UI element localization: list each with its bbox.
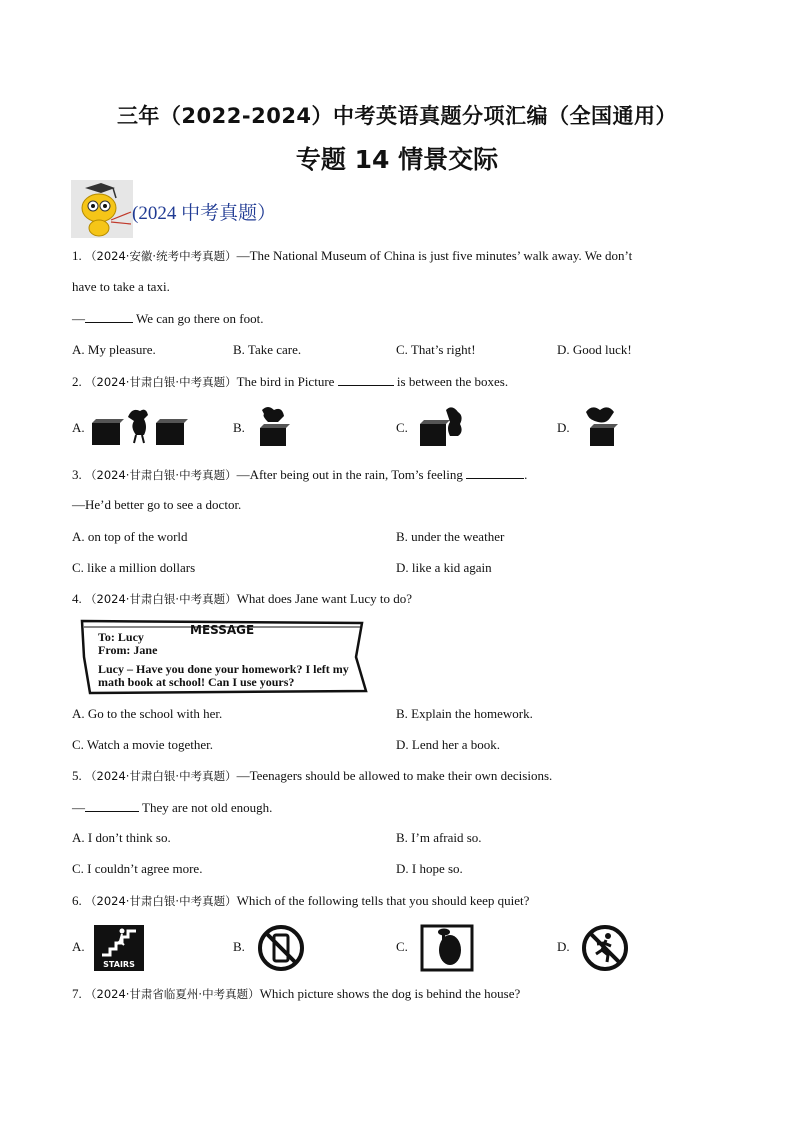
no-phone-sign-icon <box>257 924 305 972</box>
question-number: 7. <box>72 986 82 1001</box>
q5-option-c[interactable]: C. I couldn’t agree more. <box>72 861 203 876</box>
bird-between-boxes-picture <box>88 405 188 447</box>
q6-option-a[interactable]: A. <box>72 939 85 954</box>
q3-option-d[interactable]: D. like a kid again <box>396 560 492 575</box>
question-1-stem-continued: have to take a taxi. <box>72 279 170 294</box>
q2-option-b[interactable]: B. <box>233 420 245 435</box>
question-2 <box>72 373 508 390</box>
q4-option-a[interactable]: A. Go to the school with her. <box>72 706 223 721</box>
q6-option-c[interactable]: C. <box>396 939 408 954</box>
q3-option-b[interactable]: B. under the weather <box>396 529 505 544</box>
question-source: （2024·甘肃白银·中考真题） <box>85 592 237 606</box>
reply-text: They are not old enough. <box>142 800 273 815</box>
question-source: （2024·安徽·统考中考真题） <box>85 249 237 263</box>
stairs-sign-label: STAIRS <box>103 960 135 969</box>
question-source: （2024·甘肃白银·中考真题） <box>85 769 237 783</box>
message-from: From: Jane <box>98 643 158 657</box>
question-number: 1. <box>72 248 82 263</box>
q4-option-d[interactable]: D. Lend her a book. <box>396 737 500 752</box>
q1-option-c[interactable]: C. That’s right! <box>396 342 476 357</box>
question-source: （2024·甘肃白银·中考真题） <box>85 894 237 908</box>
document-title: 三年（2022-2024）中考英语真题分项汇编（全国通用） <box>116 104 678 128</box>
question-3: 3. （2024·甘肃白银·中考真题）—After being out in the rain, Tom’s feeling . <box>72 467 528 482</box>
q5-option-b[interactable]: B. I’m afraid so. <box>396 830 482 845</box>
question-stem: The bird in Picture <box>236 374 335 389</box>
answer-blank[interactable] <box>338 373 394 386</box>
question-number: 3. <box>72 467 82 482</box>
q3-option-c[interactable]: C. like a million dollars <box>72 560 196 575</box>
question-5 <box>72 768 552 784</box>
message-body-line-2: math book at school! Can I use yours? <box>98 675 295 689</box>
q3-option-a[interactable]: A. on top of the world <box>72 529 188 544</box>
question-1 <box>72 248 724 264</box>
no-running-sign-icon <box>581 924 629 972</box>
q2-option-d[interactable]: D. <box>557 420 570 435</box>
question-stem: What does Jane want Lucy to do? <box>236 591 413 606</box>
question-4 <box>72 591 412 607</box>
question-6 <box>72 893 529 909</box>
q5-option-a[interactable]: A. I don’t think so. <box>72 830 171 845</box>
message-body-line-1: Lucy – Have you done your homework? I left my <box>98 662 349 676</box>
question-stem: Which of the following tells that you should keep quiet? <box>236 893 530 908</box>
message-heading: MESSAGE <box>190 623 255 637</box>
question-stem: Which picture shows the dog is behind the house? <box>259 986 521 1001</box>
question-7 <box>72 986 520 1002</box>
q4-option-c[interactable]: C. Watch a movie together. <box>72 737 213 752</box>
question-1-reply: — We can go there on foot. <box>72 311 264 326</box>
question-source: （2024·甘肃白银·中考真题） <box>85 468 237 482</box>
bird-above-box-picture <box>580 404 624 448</box>
reply-text: We can go there on foot. <box>136 311 264 326</box>
question-stem: —The National Museum of China is just five minutes’ walk away. We don’t <box>236 248 633 263</box>
question-stem-end: is between the boxes. <box>396 374 509 389</box>
question-number: 2. <box>72 374 82 389</box>
q1-option-a[interactable]: A. My pleasure. <box>72 342 156 357</box>
question-source: （2024·甘肃省临夏州·中考真题） <box>85 987 260 1001</box>
q6-option-b[interactable]: B. <box>233 939 245 954</box>
bird-on-box-picture <box>254 404 294 448</box>
question-stem: —After being out in the rain, Tom’s feeling <box>236 467 463 482</box>
bird-beside-box-picture <box>418 404 470 448</box>
q6-option-d[interactable]: D. <box>557 939 570 954</box>
question-number: 5. <box>72 768 82 783</box>
topic-title: 专题 14 情景交际 <box>295 145 499 174</box>
stairs-sign-icon <box>94 925 144 971</box>
q5-option-d[interactable]: D. I hope so. <box>396 861 463 876</box>
question-source: （2024·甘肃白银·中考真题） <box>85 375 237 389</box>
question-3-reply: —He’d better go to see a doctor. <box>72 497 242 512</box>
answer-blank[interactable] <box>85 310 133 323</box>
q1-option-b[interactable]: B. Take care. <box>233 342 302 357</box>
question-5-reply: — They are not old enough. <box>72 800 273 815</box>
q4-option-b[interactable]: B. Explain the homework. <box>396 706 533 721</box>
mascot-icon <box>71 180 133 238</box>
question-stem: —Teenagers should be allowed to make their own decisions. <box>236 768 553 783</box>
answer-blank[interactable] <box>466 466 524 479</box>
quiet-sign-icon <box>420 924 474 972</box>
message-note <box>78 617 368 695</box>
message-to: To: Lucy <box>98 630 144 644</box>
question-number: 4. <box>72 591 82 606</box>
answer-blank[interactable] <box>85 799 139 812</box>
q2-option-a[interactable]: A. <box>72 420 85 435</box>
q2-option-c[interactable]: C. <box>396 420 408 435</box>
section-heading: (2024 中考真题） <box>132 203 277 224</box>
question-number: 6. <box>72 893 82 908</box>
q1-option-d[interactable]: D. Good luck! <box>557 342 632 357</box>
